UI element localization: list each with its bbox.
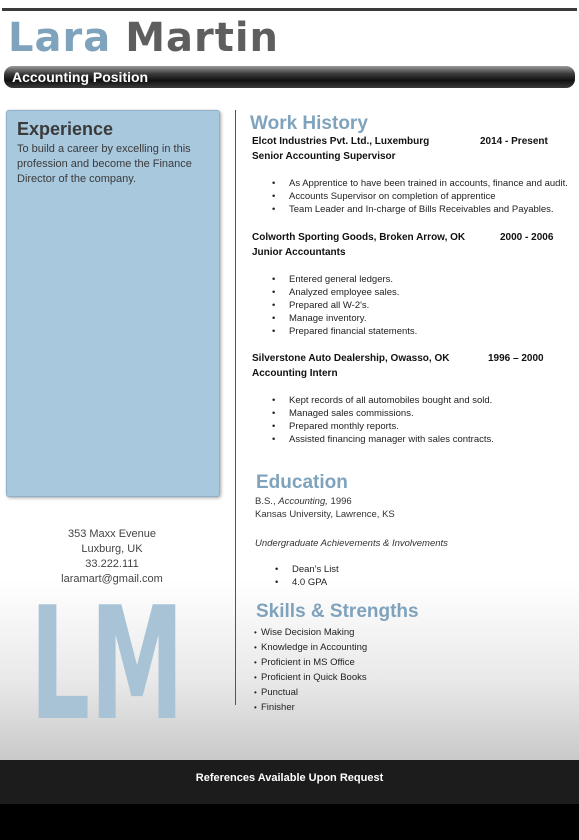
job-dates: 1996 – 2000 xyxy=(488,353,544,364)
column-divider xyxy=(235,110,236,705)
last-name: Martin xyxy=(125,15,280,61)
work-history-heading: Work History xyxy=(250,113,368,134)
list-item: • Prepared monthly reports. xyxy=(252,420,574,433)
job-entry xyxy=(252,134,574,216)
list-item: • Proficient in Quick Books xyxy=(254,670,367,685)
references-note: References Available Upon Request xyxy=(195,772,384,784)
list-item: • 4.0 GPA xyxy=(255,576,339,589)
school: Kansas University, Lawrence, KS xyxy=(255,508,395,520)
footer-bar xyxy=(0,760,579,804)
list-item: • Kept records of all automobiles bought and sold. xyxy=(252,394,574,407)
list-item: • Punctual xyxy=(254,685,367,700)
skills-heading: Skills & Strengths xyxy=(256,601,419,622)
degree-field: Accounting, xyxy=(278,496,328,507)
bottom-band xyxy=(0,804,579,840)
list-item: • Analyzed employee sales. xyxy=(252,286,574,299)
first-name: Lara xyxy=(8,15,112,61)
honors-list xyxy=(255,563,339,589)
list-item: • As Apprentice to have been trained in accounts, finance and audit. xyxy=(252,177,574,190)
list-item: • Wise Decision Making xyxy=(254,625,367,640)
job-company: Silverstone Auto Dealership, Owasso, OK xyxy=(252,353,450,364)
list-item: • Prepared financial statements. xyxy=(252,325,574,338)
contact-city: Luxburg, UK xyxy=(81,543,143,555)
contact-address: 353 Maxx Evenue xyxy=(67,528,157,540)
job-entry xyxy=(252,230,574,338)
education-heading: Education xyxy=(256,472,348,493)
honors-heading: Undergraduate Achievements & Involvements xyxy=(255,538,448,549)
job-role: Senior Accounting Supervisor xyxy=(252,151,396,162)
job-company: Colworth Sporting Goods, Broken Arrow, OK xyxy=(252,232,466,243)
job-dates: 2014 - Present xyxy=(480,136,548,147)
list-item: • Managed sales commissions. xyxy=(252,407,574,420)
list-item: • Entered general ledgers. xyxy=(252,273,574,286)
contact-block xyxy=(6,527,218,587)
position-banner xyxy=(4,66,575,88)
monogram-logo xyxy=(30,600,186,720)
list-item: • Team Leader and In-charge of Bills Receivables and Payables. xyxy=(252,203,574,216)
experience-box xyxy=(6,110,220,497)
job-entry xyxy=(252,351,574,446)
top-rule xyxy=(2,8,577,11)
position-title: Accounting Position xyxy=(12,69,149,85)
experience-heading: Experience xyxy=(17,119,114,139)
list-item: • Prepared all W-2's. xyxy=(252,299,574,312)
education-details xyxy=(255,496,395,521)
contact-phone: 33.222.111 xyxy=(85,558,139,570)
career-objective: To build a career by excelling in this profession and become the Finance Director of the company. xyxy=(17,143,192,185)
monogram-text: LM xyxy=(30,600,184,720)
list-item: • Dean's List xyxy=(255,563,339,576)
candidate-name xyxy=(8,14,279,62)
list-item: • Assisted financing manager with sales contracts. xyxy=(252,433,574,446)
list-item: • Finisher xyxy=(254,700,367,715)
list-item: • Manage inventory. xyxy=(252,312,574,325)
contact-email: laramart@gmail.com xyxy=(61,573,163,585)
job-dates: 2000 - 2006 xyxy=(500,232,554,243)
job-role: Junior Accountants xyxy=(252,247,346,258)
degree: B.S., xyxy=(255,496,276,507)
job-company: Elcot Industries Pvt. Ltd., Luxemburg xyxy=(252,136,430,147)
job-role: Accounting Intern xyxy=(252,368,338,379)
list-item: • Proficient in MS Office xyxy=(254,655,367,670)
graduation-year: 1996 xyxy=(330,496,352,507)
list-item: • Accounts Supervisor on completion of apprentice xyxy=(252,190,574,203)
skills-list xyxy=(254,625,367,715)
list-item: • Knowledge in Accounting xyxy=(254,640,367,655)
